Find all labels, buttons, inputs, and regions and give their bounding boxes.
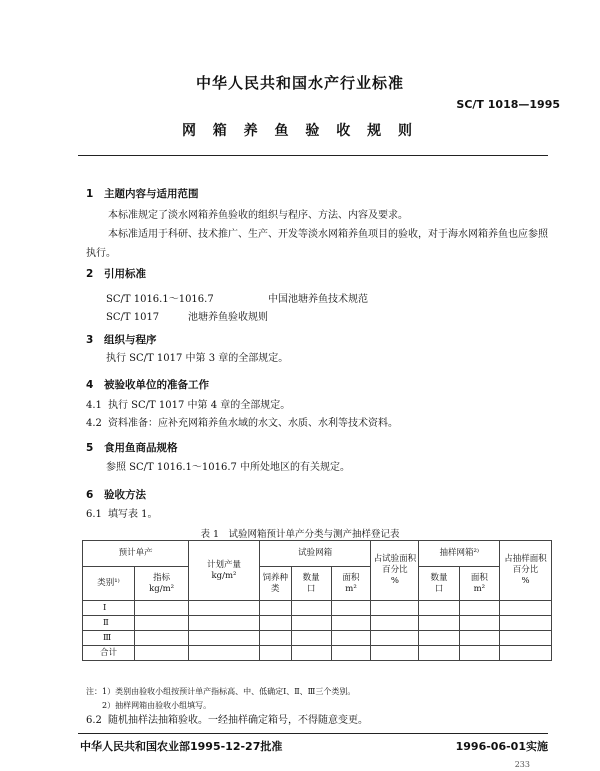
section-number: 2 (86, 268, 94, 280)
clause-text: 填写表 1。 (108, 509, 158, 520)
section-title: 引用标准 (104, 268, 146, 280)
header-pct-test-unit: % (390, 576, 399, 586)
clause-text: 随机抽样法抽箱验收。一经抽样确定箱号，不得随意变更。 (108, 715, 368, 726)
header-category: 类别¹⁾ (83, 567, 135, 601)
cell (291, 631, 331, 646)
cell (189, 616, 260, 631)
implementation-date: 1996-06-01实施 (455, 740, 548, 753)
paragraph: 本标准规定了淡水网箱养鱼验收的组织与程序、方法、内容及要求。 (108, 210, 408, 221)
header-test-cages: 试验网箱 (259, 541, 371, 567)
cell (459, 631, 499, 646)
header-area-label: 面积 (342, 572, 360, 583)
approval-statement: 中华人民共和国农业部1995-12-27批准 (80, 740, 283, 753)
section-3-heading (86, 332, 157, 347)
paragraph: 本标准适用于科研、技术推广、生产、开发等淡水网箱养鱼项目的验收，对于海水网箱养鱼也应参照执行。 (86, 229, 548, 259)
section-title: 食用鱼商品规格 (104, 442, 178, 454)
clause-number: 6.2 (86, 715, 102, 726)
cell (189, 631, 260, 646)
cell (259, 601, 291, 616)
header-count (291, 567, 331, 601)
reference-item (106, 290, 368, 305)
cell (459, 616, 499, 631)
section-4-heading (86, 377, 209, 392)
cell (291, 616, 331, 631)
section-5-body: 参照 SC/T 1016.1～1016.7 中所处地区的有关规定。 (106, 462, 351, 473)
standard-code: SC/T 1018—1995 (456, 98, 560, 111)
header-pct-sampled (500, 541, 552, 601)
clause-6-1 (86, 505, 158, 524)
cell (331, 616, 371, 631)
row-category: Ⅰ (83, 601, 135, 616)
header-index-label: 指标 (153, 572, 171, 583)
cell (189, 646, 260, 661)
section-number: 6 (86, 489, 94, 501)
table-row (83, 631, 552, 646)
table-note-2: 2）抽样网箱由验收小组填写。 (102, 701, 212, 710)
header-expected-yield: 预计单产 (83, 541, 189, 567)
section-number: 3 (86, 334, 94, 346)
cell (371, 646, 419, 661)
cell (331, 631, 371, 646)
section-3-body: 执行 SC/T 1017 中第 3 章的全部规定。 (106, 353, 289, 364)
reference-name: 中国池塘养鱼技术规范 (268, 294, 368, 305)
cell (135, 631, 189, 646)
header-count-unit: 口 (306, 583, 316, 594)
header-planned-yield-unit: kg/m² (211, 570, 237, 581)
header-sampled-cages: 抽样网箱²⁾ (419, 541, 500, 567)
header-pct-test-label: 占试验面积百分比 (373, 554, 417, 575)
cell (291, 601, 331, 616)
header-planned-yield (189, 541, 260, 601)
header-area (331, 567, 371, 601)
header-divider (78, 155, 548, 156)
clause-number: 6.1 (86, 509, 102, 520)
clause-4-1 (86, 396, 290, 415)
table-caption: 表 1 试验网箱预计单产分类与测产抽样登记表 (200, 529, 400, 540)
header-pct-sampled-label: 占抽样面积百分比 (504, 554, 547, 575)
header-sample-area (459, 567, 499, 601)
reference-code: SC/T 1016.1～1016.7 (106, 294, 214, 305)
cell (135, 616, 189, 631)
cell (371, 601, 419, 616)
header-index (135, 567, 189, 601)
header-species: 饲养种类 (259, 567, 291, 601)
section-6-heading (86, 487, 146, 502)
section-number: 1 (86, 188, 94, 200)
section-title: 被验收单位的准备工作 (104, 379, 209, 391)
document-title: 网 箱 养 鱼 验 收 规 则 (181, 123, 419, 139)
header-sample-area-unit: m² (473, 583, 486, 594)
cell (135, 601, 189, 616)
header-sample-count-label: 数量 (430, 572, 448, 583)
clause-4-2 (86, 414, 398, 433)
header-pct-sampled-unit: % (521, 576, 530, 586)
cell (189, 601, 260, 616)
cell (331, 646, 371, 661)
cell (500, 601, 552, 616)
table-row-total (83, 646, 552, 661)
section-title: 主题内容与适用范围 (104, 188, 199, 200)
section-1-heading (86, 186, 199, 201)
section-title: 组织与程序 (104, 334, 157, 346)
cell (419, 631, 459, 646)
section-title: 验收方法 (104, 489, 146, 501)
cell (500, 631, 552, 646)
cell (135, 646, 189, 661)
cell (500, 616, 552, 631)
clause-6-2 (86, 711, 368, 730)
header-area-unit: m² (345, 583, 357, 594)
row-category: Ⅲ (83, 631, 135, 646)
section-2-heading (86, 266, 146, 281)
clause-text: 资料准备：应补充网箱养鱼水域的水文、水质、水利等技术资料。 (108, 418, 398, 429)
cell (419, 601, 459, 616)
reference-name: 池塘养鱼验收规则 (188, 312, 268, 323)
cell (259, 631, 291, 646)
header-sample-count (419, 567, 459, 601)
reference-code: SC/T 1017 (106, 312, 160, 323)
table-row (83, 601, 552, 616)
cell (331, 601, 371, 616)
cell (371, 631, 419, 646)
header-sample-count-unit: 口 (434, 583, 444, 594)
header-count-label: 数量 (302, 572, 320, 583)
cell (371, 616, 419, 631)
header-planned-yield-label: 计划产量 (206, 559, 241, 570)
cell (500, 646, 552, 661)
header-index-unit: kg/m² (149, 583, 175, 594)
cell (291, 646, 331, 661)
clause-number: 4.1 (86, 400, 102, 411)
cell (459, 646, 499, 661)
table-note-1: 注：1）类别由验收小组按预计单产指标高、中、低确定Ⅰ、Ⅱ、Ⅲ三个类别。 (86, 687, 356, 696)
section-5-heading (86, 440, 178, 455)
cell (419, 616, 459, 631)
table-row (83, 616, 552, 631)
header-pct-test (371, 541, 419, 601)
row-category: Ⅱ (83, 616, 135, 631)
cell (459, 601, 499, 616)
cell (259, 616, 291, 631)
page-number: 233 (514, 760, 530, 769)
clause-text: 执行 SC/T 1017 中第 4 章的全部规定。 (108, 400, 291, 411)
ministry-standard-heading: 中华人民共和国水产行业标准 (195, 74, 404, 92)
section-1-body (86, 206, 556, 263)
cell (419, 646, 459, 661)
section-number: 4 (86, 379, 94, 391)
footer-divider (78, 733, 548, 734)
cell (259, 646, 291, 661)
sampling-register-table (82, 540, 552, 661)
clause-number: 4.2 (86, 418, 102, 429)
header-sample-area-label: 面积 (470, 572, 488, 583)
section-number: 5 (86, 442, 94, 454)
reference-item (106, 308, 268, 323)
row-total-label: 合计 (83, 646, 135, 661)
